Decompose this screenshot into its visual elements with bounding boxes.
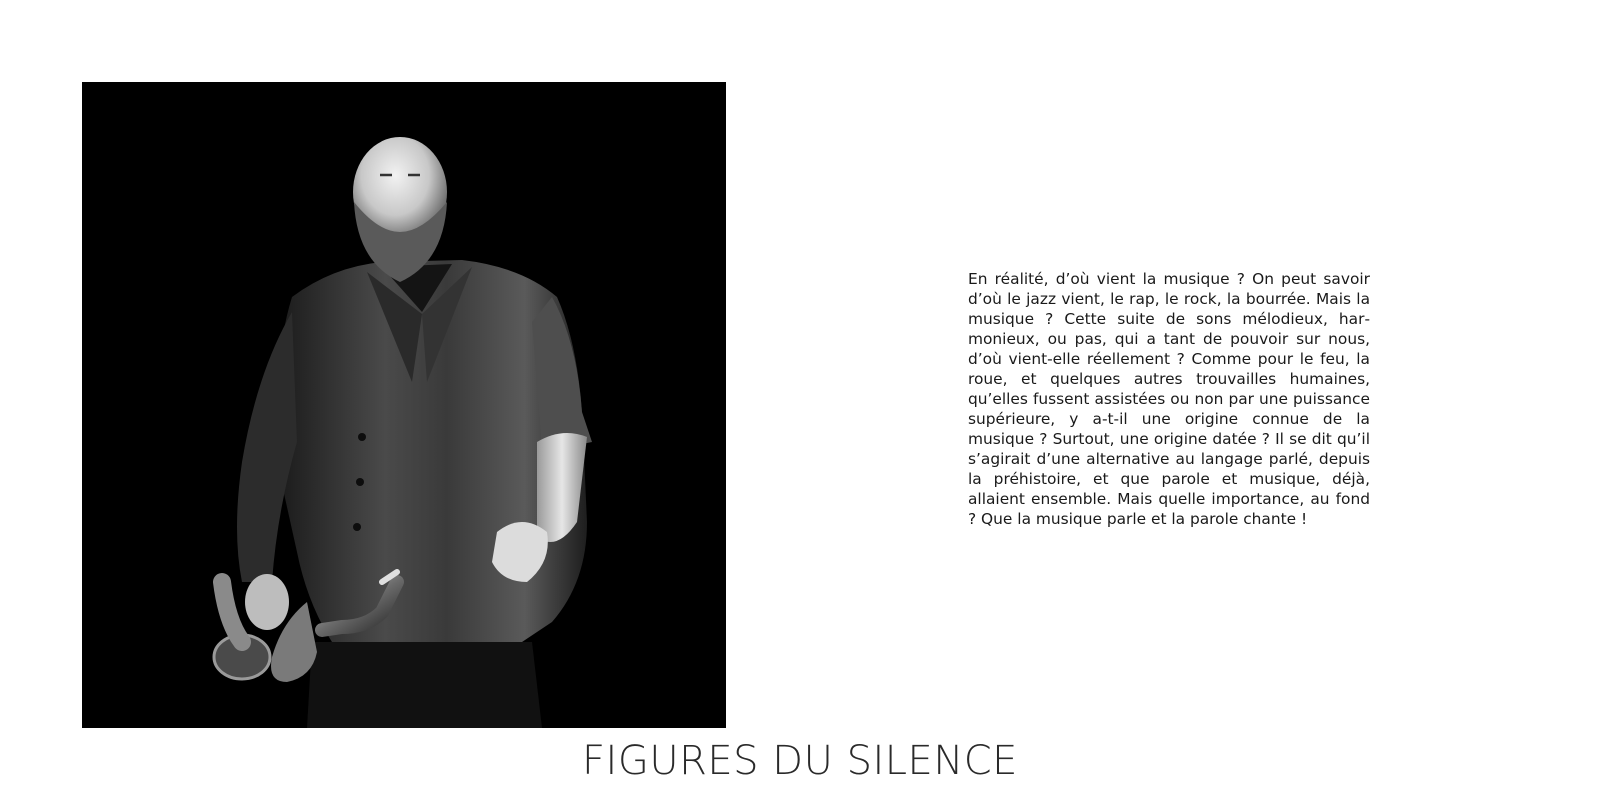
page-title: FIGURES DU SILENCE — [582, 738, 1018, 784]
body-paragraph: En réalité, d’où vient la musique ? On peut savoir d’où le jazz vient, le rap, le rock, la bourrée. Mais la musique ? Cette suite de sons mélodieux, harmonieux, ou pas, qui a tant de pouvoir sur nous, d’où vient-elle réellement ? Comme pour le feu, la roue, et quelques autres trouvailles humaines, qu’elles fussent assistées ou non par une puissance supérieure, y a-t-il une origine connue de la musique ? Surtout, une origine datée ? Il se dit qu’il s’agirait d’une alternative au langage parlé, depuis la préhistoire, et que parole et musique, déjà, allaient ensemble. Mais quelle importance, au fond ? Que la musique parle et la parole chante ! — [968, 270, 1370, 528]
saxophonist-photo — [82, 82, 726, 728]
